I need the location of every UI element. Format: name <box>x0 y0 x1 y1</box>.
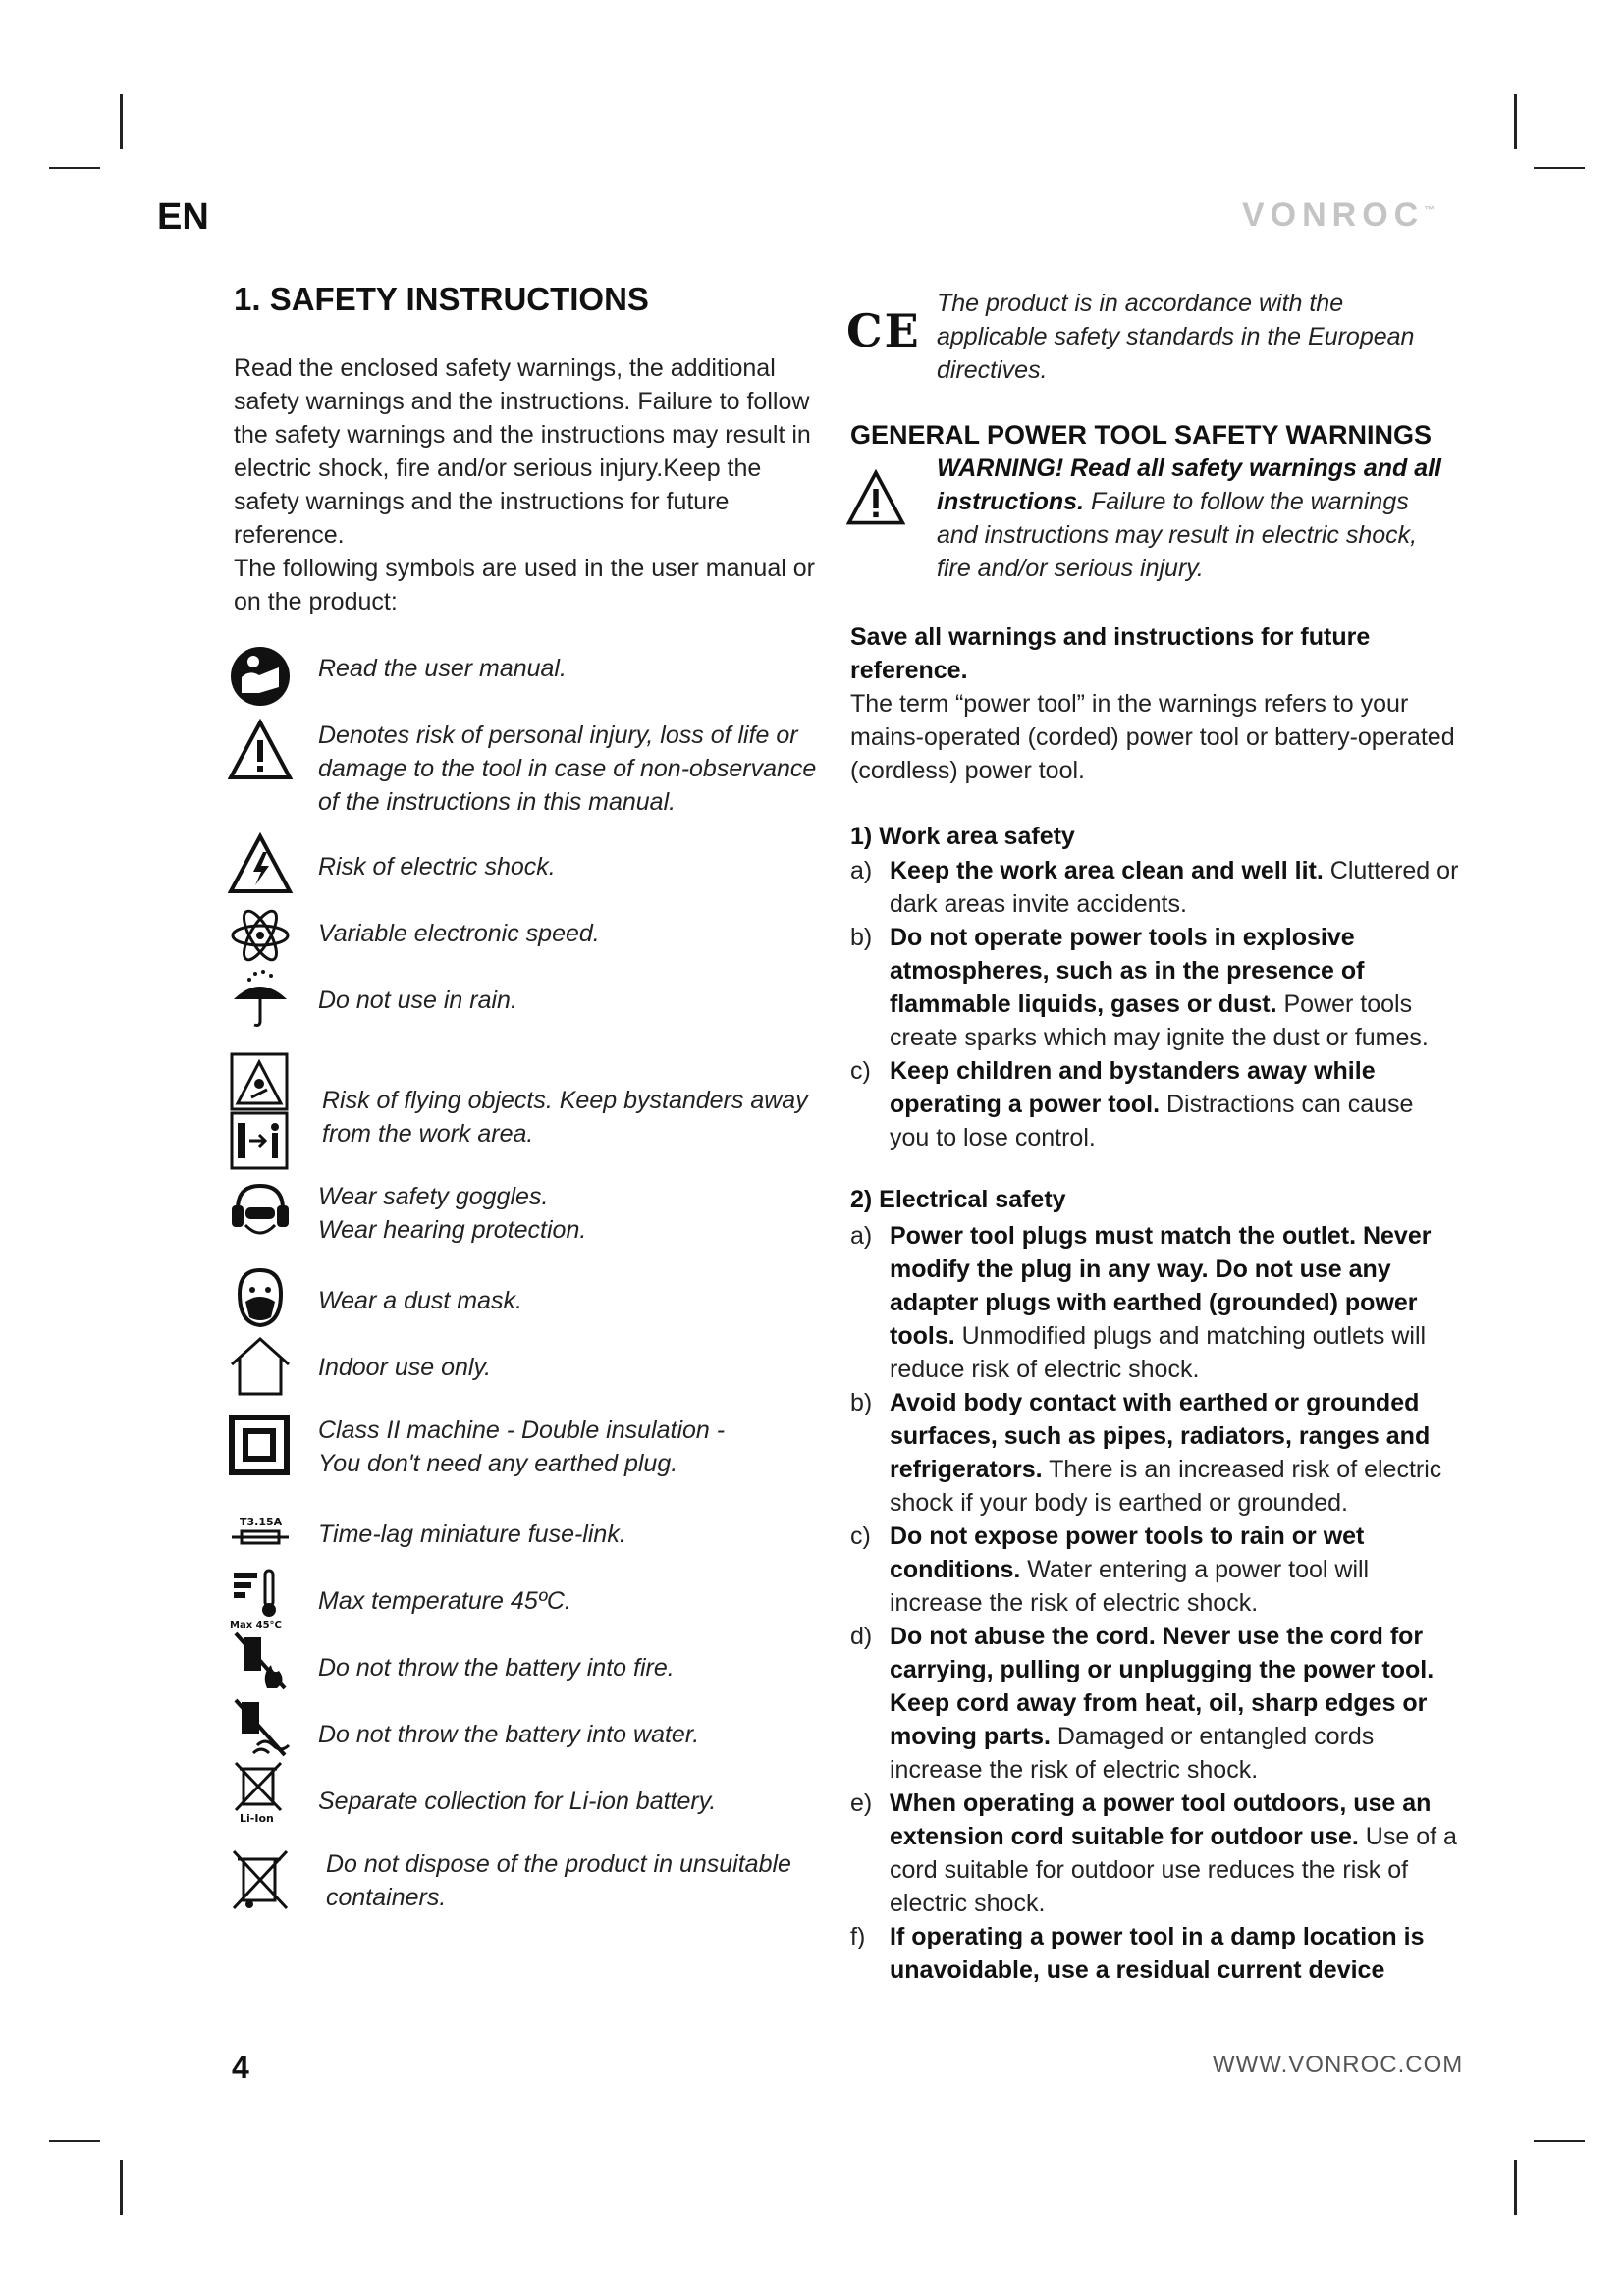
no-water-icon <box>228 1694 293 1759</box>
symbol-text: Class II machine - Double insulation - You don't need any earthed plug. <box>318 1416 726 1477</box>
symbol-text: Wear a dust mask. <box>318 1287 522 1314</box>
list-marker: d) <box>850 1623 873 1650</box>
list-marker: f) <box>850 1923 866 1950</box>
crop-mark <box>49 2140 100 2142</box>
no-fire-icon <box>228 1628 293 1692</box>
list-marker: c) <box>850 1522 871 1550</box>
save-bold: Save all warnings and instructions for future reference. <box>850 623 1371 684</box>
symbol-text: Do not dispose of the product in unsuitable containers. <box>326 1850 791 1911</box>
symbol-text: Denotes risk of personal injury, loss of life or damage to the tool in case of non-observance of the instructions in this manual. <box>318 721 817 816</box>
symbol-text: Do not throw the battery into water. <box>318 1721 700 1748</box>
symbol-text: Do not use in rain. <box>318 987 517 1014</box>
symbol-text: Risk of flying objects. Keep bystanders away from the work area. <box>322 1087 808 1148</box>
symbol-text: Separate collection for Li-ion battery. <box>318 1788 717 1815</box>
symbol-text: Do not throw the battery into fire. <box>318 1654 675 1682</box>
umbrella-rain-icon <box>228 966 293 1031</box>
list-marker: b) <box>850 924 873 951</box>
list-item: a) Keep the work area clean and well lit. Cluttered or dark areas invite accidents. <box>850 854 1459 921</box>
list-marker: a) <box>850 1222 873 1250</box>
class-ii-icon <box>228 1414 293 1478</box>
intro-paragraph: Read the enclosed safety warnings, the additional safety warnings and the instructions. Failure to follow the safety warnings and the instructions may result in electric shock, fire and/or serious injury.Keep the safety warnings and the instructions for future reference. <box>234 354 811 549</box>
brand-name: VONROC <box>1242 196 1425 234</box>
language-code: EN <box>157 196 209 238</box>
page-number: 4 <box>232 2050 249 2085</box>
crossed-bin-icon <box>228 1847 293 1912</box>
list-marker: a) <box>850 857 873 884</box>
list-marker: c) <box>850 1057 871 1085</box>
dust-mask-icon <box>228 1264 293 1329</box>
symbols-intro: The following symbols are used in the user manual or on the product: <box>234 555 815 615</box>
list-item: c) Do not expose power tools to rain or wet conditions. Water entering a power tool will increase the risk of electric shock. <box>850 1520 1459 1620</box>
list-marker: b) <box>850 1389 873 1416</box>
brand-logo: VONROC™ <box>1242 196 1435 234</box>
symbol-text: Risk of electric shock. <box>318 853 556 881</box>
max-temperature-label: Max 45°C <box>230 1620 282 1630</box>
warning-bold: WARNING! Read all safety warnings and all instructions. <box>937 454 1442 515</box>
crop-mark <box>120 2160 123 2215</box>
crop-mark <box>1534 167 1585 169</box>
list-item: d) Do not abuse the cord. Never use the cord for carrying, pulling or unplugging the power tool. Keep cord away from heat, oil, sharp edges or moving parts. Damaged or entangled cords increase the risk of electric shock. <box>850 1620 1459 1787</box>
warning-triangle-icon <box>228 719 293 783</box>
warning-rest: Failure to follow the warnings and instructions may result in electric shock, fire and/or serious injury. <box>937 488 1418 582</box>
ce-text: The product is in accordance with the applicable safety standards in the European directives. <box>937 290 1415 384</box>
website-url: WWW.VONROC.COM <box>1213 2052 1464 2078</box>
subsection-title: 2) Electrical safety <box>850 1186 1066 1213</box>
symbol-text: Read the user manual. <box>318 655 567 682</box>
crop-mark <box>49 167 100 169</box>
list-item: a) Power tool plugs must match the outlet. Never modify the plug in any way. Do not use any adapter plugs with earthed (grounded) power tools. Unmodified plugs and matching outlets will reduce risk of electric shock. <box>850 1219 1459 1386</box>
warning-triangle-icon <box>846 469 905 528</box>
symbol-text: Max temperature 45ºC. <box>318 1587 571 1615</box>
section-title: 1. SAFETY INSTRUCTIONS <box>234 281 649 317</box>
symbol-text: Indoor use only. <box>318 1354 492 1381</box>
max-temperature-icon <box>228 1567 293 1631</box>
warning-text <box>937 452 1447 585</box>
save-warnings <box>850 620 1459 787</box>
list-item: b) Avoid body contact with earthed or grounded surfaces, such as pipes, radiators, ranges and refrigerators. There is an increased risk of electric shock if your body is earthed or grounded. <box>850 1386 1459 1520</box>
list-item: e) When operating a power tool outdoors, use an extension cord suitable for outdoor use. Use of a cord suitable for outdoor use reduces the risk of electric shock. <box>850 1787 1459 1920</box>
crop-mark <box>120 94 123 149</box>
general-warnings-title: GENERAL POWER TOOL SAFETY WARNINGS <box>850 420 1433 450</box>
ce-mark: CE <box>846 304 921 357</box>
subsection-title: 1) Work area safety <box>850 823 1075 850</box>
list-item: f) If operating a power tool in a damp location is unavoidable, use a residual current device <box>850 1920 1459 1987</box>
read-manual-icon <box>228 644 293 709</box>
atom-icon <box>228 903 293 968</box>
list-item: b) Do not operate power tools in explosive atmospheres, such as in the presence of flammable liquids, gases or dust. Power tools create sparks which may ignite the dust or fumes. <box>850 921 1459 1054</box>
list-item: c) Keep children and bystanders away while operating a power tool. Distractions can cause you to lose control. <box>850 1054 1459 1154</box>
flying-objects-icon <box>230 1052 289 1170</box>
house-icon <box>228 1333 293 1398</box>
electric-shock-icon <box>228 832 293 897</box>
goggles-earmuffs-icon <box>228 1180 293 1245</box>
save-text: The term “power tool” in the warnings refers to your mains-operated (corded) power tool or battery-operated (cordless) power tool. <box>850 690 1455 784</box>
li-ion-bin-icon <box>228 1759 293 1824</box>
symbol-text: Wear safety goggles. Wear hearing protection. <box>318 1183 587 1244</box>
crop-mark <box>1514 94 1517 149</box>
crop-mark <box>1514 2160 1517 2215</box>
list-marker: e) <box>850 1789 873 1817</box>
fuse-icon-label: T3.15A <box>240 1516 283 1528</box>
symbol-text: Variable electronic speed. <box>318 920 600 947</box>
li-ion-label: Li-Ion <box>240 1812 274 1824</box>
symbol-text: Time-lag miniature fuse-link. <box>318 1521 626 1548</box>
crop-mark <box>1534 2140 1585 2142</box>
